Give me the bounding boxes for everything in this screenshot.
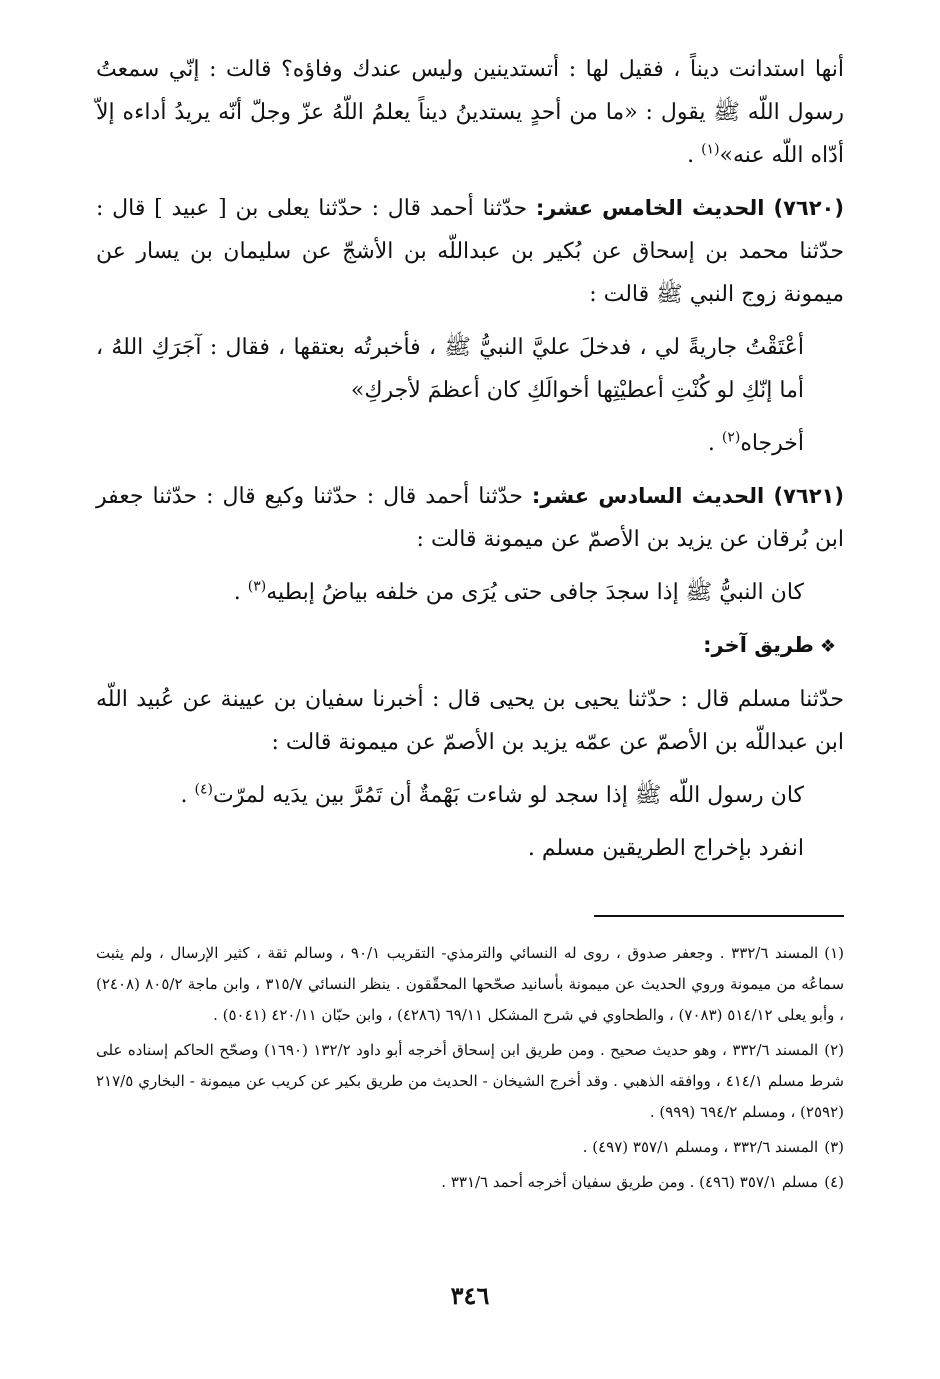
footnote-number: (٢): [824, 1041, 844, 1059]
footnote-text: مسلم ٣٥٧/١ (٤٩٦) . ومن طريق سفيان أخرجه أحمد ٣٣١/٦ .: [441, 1173, 819, 1191]
footnote-number: (١): [824, 944, 844, 962]
paragraph-hadith-7621: [96, 475, 844, 561]
footnote-number: (٣): [824, 1138, 844, 1156]
hadith-heading: (٧٦٢٠) الحديث الخامس عشر:: [535, 196, 844, 220]
paragraph-text: أعْتَقْتُ جاريةً لي ، فدخلَ عليَّ النبيُّ ﷺ ، فأخبرتُه بعتقها ، فقال : آجَرَكِ اللهُ ، أما إنّكِ لو كُنْتِ أعطيْتِها أخوالَكِ كان أعظمَ لأجركِ»: [96, 335, 804, 403]
paragraph-text: أخرجاه: [740, 431, 804, 456]
paragraph-tail: .: [180, 783, 195, 808]
paragraph-takhrij: [96, 422, 844, 465]
page-number: ٣٤٦: [450, 1281, 490, 1310]
footnote-2: [96, 1035, 844, 1128]
section-heading: [96, 624, 844, 668]
paragraph-text: حدّثنا مسلم قال : حدّثنا يحيى بن يحيى قال : أخبرنا سفيان بن عيينة عن عُبيد اللّه ابن عبداللّه بن الأصمّ عن عمّه يزيد بن الأصمّ عن ميمونة قالت :: [96, 687, 844, 755]
footnote-divider: [594, 915, 844, 917]
paragraph-hadith-text: [96, 571, 844, 614]
paragraph-hadith-text: [96, 326, 844, 412]
hadith-heading: (٧٦٢١) الحديث السادس عشر:: [531, 484, 844, 508]
paragraph-text: حدّثنا أحمد قال : حدّثنا يعلى بن [ عبيد ] قال : حدّثنا محمد بن إسحاق عن بُكير بن عبداللّه بن الأشجّ عن سليمان بن يسار عن ميمونة زوج النبي ﷺ قالت :: [96, 196, 844, 307]
footnote-ref: (٤): [194, 781, 214, 798]
paragraph-tail: .: [233, 580, 248, 605]
footnote-4: [96, 1167, 844, 1198]
paragraph-text: كان النبيُّ ﷺ إذا سجدَ جافى حتى يُرَى من خلفه بياضُ إبطيه: [266, 580, 804, 605]
paragraph-hadith-7620: [96, 187, 844, 316]
footnotes: [96, 938, 844, 1202]
paragraph-hadith-text: [96, 774, 844, 817]
paragraph-text: حدّثنا أحمد قال : حدّثنا وكيع قال : حدّثنا جعفر ابن بُرقان عن يزيد بن الأصمّ عن ميمونة قالت :: [96, 484, 844, 552]
footnote-text: المسند ٣٣٢/٦ ، ومسلم ٣٥٧/١ (٤٩٧) .: [582, 1138, 819, 1156]
footnote-ref: (٢): [721, 429, 741, 446]
paragraph-text: أنها استدانت ديناً ، فقيل لها : أتستدينين وليس عندك وفاؤه؟ قالت : إنّي سمعتُ رسول اللّه ﷺ يقول : «ما من أحدٍ يستدينُ ديناً يعلمُ اللّهُ عزّ وجلّ أنّه يريدُ أداءه إلاّ أدّاه اللّه عنه»: [96, 57, 844, 168]
footnote-1: [96, 938, 844, 1031]
paragraph-1: [96, 48, 844, 177]
footnote-ref: (١): [701, 141, 720, 158]
paragraph-text: كان رسول اللّه ﷺ إذا سجد لو شاءت بَهْمةٌ أن تَمُرَّ بين يدَيه لمرّت: [213, 783, 804, 808]
footnote-3: [96, 1132, 844, 1163]
paragraph-tail: .: [687, 143, 702, 168]
footnote-text: المسند ٣٣٢/٦ ، وهو حديث صحيح . ومن طريق ابن إسحاق أخرجه أبو داود ١٣٢/٢ (١٦٩٠) وصحّح الحاكم إسناده على شرط مسلم ٤١٤/١ ، ووافقه الذهبي . وقد أخرج الشيخان - الحديث من طريق بكير عن كريب عن ميمونة - البخاري ٢١٧/٥ (٢٥٩٢) ، ومسلم ٦٩٤/٢ (٩٩٩) .: [96, 1041, 844, 1121]
paragraph-conclusion: [96, 827, 844, 870]
footnote-number: (٤): [824, 1173, 844, 1191]
diamond-bullet-icon: ❖: [819, 636, 836, 657]
paragraph-tail: .: [707, 431, 722, 456]
footnote-ref: (٣): [247, 578, 267, 595]
main-text: [96, 48, 844, 880]
paragraph-chain: [96, 678, 844, 764]
section-heading-text: طريق آخر:: [703, 633, 814, 657]
paragraph-text: انفرد بإخراج الطريقين مسلم .: [527, 836, 804, 861]
footnote-text: المسند ٣٣٢/٦ . وجعفر صدوق ، روى له النسائي والترمذي- التقريب ٩٠/١ ، وسالم ثقة ، كثير الإرسال ، ولم يثبت سماعُه من ميمونة وروي الحديث عن ميمونة بأسانيد صحّحها المحقّقون . ينظر النسائي ٣١٥/٧ ، وابن ماجة ٨٠٥/٢ (٢٤٠٨) ، وأبو يعلى ٥١٤/١٢ (٧٠٨٣) ، والطحاوي في شرح المشكل ٦٩/١١ (٤٢٨٦) ، وابن حبّان ٤٢٠/١١ (٥٠٤١) .: [96, 944, 845, 1024]
